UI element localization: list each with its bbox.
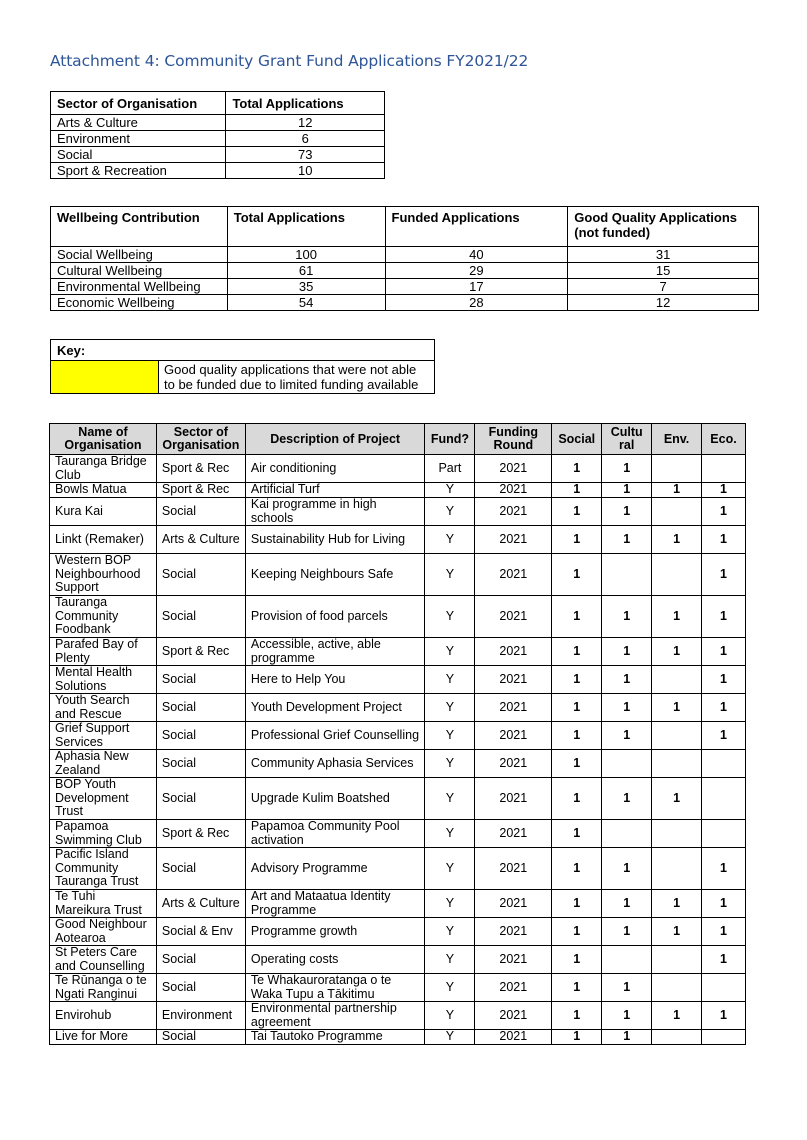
- table-cell: Part: [425, 455, 475, 483]
- table-cell: 1: [702, 666, 746, 694]
- table-cell: 1: [702, 694, 746, 722]
- table-cell: Te Rūnanga o te Ngati Ranginui: [50, 974, 157, 1002]
- table-cell: 1: [702, 554, 746, 596]
- table-row: [51, 131, 385, 147]
- table-cell: 1: [602, 1030, 652, 1045]
- table-cell: Upgrade Kulim Boatshed: [245, 778, 425, 820]
- table-cell: 1: [702, 638, 746, 666]
- table-cell: Environment: [156, 1002, 245, 1030]
- table-cell: 1: [602, 722, 652, 750]
- table-cell: 1: [602, 498, 652, 526]
- table-cell: 1: [652, 890, 702, 918]
- table-cell: Social: [156, 946, 245, 974]
- table-cell: 1: [602, 455, 652, 483]
- table-cell: 1: [552, 890, 602, 918]
- table-cell: [602, 820, 652, 848]
- table-cell: 2021: [475, 946, 552, 974]
- table-row: [50, 554, 746, 596]
- table-cell: Social: [156, 722, 245, 750]
- table-cell: [602, 946, 652, 974]
- table-cell: Tauranga Bridge Club: [50, 455, 157, 483]
- column-header: Env.: [652, 424, 702, 455]
- table-cell: 2021: [475, 455, 552, 483]
- table-cell: 54: [227, 295, 385, 311]
- column-header: Sector of Organisation: [156, 424, 245, 455]
- table-cell: 1: [702, 890, 746, 918]
- table-cell: Te Whakauroratanga o te Waka Tupu a Tākitimu: [245, 974, 425, 1002]
- table-cell: 2021: [475, 498, 552, 526]
- wellbeing-table: [50, 206, 759, 311]
- table-cell: Advisory Programme: [245, 848, 425, 890]
- table-cell: [602, 554, 652, 596]
- table-cell: St Peters Care and Counselling: [50, 946, 157, 974]
- table-row: [50, 946, 746, 974]
- table-cell: 1: [552, 455, 602, 483]
- table-cell: 2021: [475, 918, 552, 946]
- table-cell: Sport & Rec: [156, 455, 245, 483]
- table-cell: 1: [702, 722, 746, 750]
- table-row: [50, 694, 746, 722]
- table-cell: Social: [156, 498, 245, 526]
- table-cell: 2021: [475, 1030, 552, 1045]
- table-cell: 12: [226, 115, 385, 131]
- table-cell: 1: [652, 596, 702, 638]
- table-cell: 1: [602, 694, 652, 722]
- table-row: [50, 455, 746, 483]
- table-cell: Sport & Rec: [156, 820, 245, 848]
- table-cell: 1: [702, 918, 746, 946]
- table-row: [51, 295, 759, 311]
- table-cell: 2021: [475, 1002, 552, 1030]
- table-cell: [652, 498, 702, 526]
- table-cell: Te Tuhi Mareikura Trust: [50, 890, 157, 918]
- table-cell: Y: [425, 483, 475, 498]
- table-cell: Aphasia New Zealand: [50, 750, 157, 778]
- table-cell: 2021: [475, 666, 552, 694]
- column-header: Name of Organisation: [50, 424, 157, 455]
- table-cell: 1: [552, 638, 602, 666]
- column-header: Description of Project: [245, 424, 425, 455]
- table-cell: [652, 820, 702, 848]
- table-cell: Arts & Culture: [156, 890, 245, 918]
- table-cell: [602, 750, 652, 778]
- table-cell: Social: [156, 554, 245, 596]
- table-cell: [652, 974, 702, 1002]
- table-cell: Social: [156, 848, 245, 890]
- column-header: Funding Round: [475, 424, 552, 455]
- table-cell: 1: [552, 526, 602, 554]
- table-cell: 1: [702, 946, 746, 974]
- table-cell: Social: [156, 1030, 245, 1045]
- table-cell: Artificial Turf: [245, 483, 425, 498]
- column-header: Wellbeing Contribution: [51, 207, 228, 247]
- table-cell: Envirohub: [50, 1002, 157, 1030]
- table-cell: 1: [602, 596, 652, 638]
- table-cell: 100: [227, 247, 385, 263]
- table-cell: 10: [226, 163, 385, 179]
- table-cell: Sport & Rec: [156, 638, 245, 666]
- table-cell: 1: [652, 483, 702, 498]
- table-cell: 1: [552, 750, 602, 778]
- table-cell: 1: [552, 946, 602, 974]
- table-cell: Good Neighbour Aotearoa: [50, 918, 157, 946]
- table-cell: Provision of food parcels: [245, 596, 425, 638]
- table-row: [50, 750, 746, 778]
- table-row: [50, 820, 746, 848]
- table-cell: 2021: [475, 974, 552, 1002]
- table-cell: 1: [602, 1002, 652, 1030]
- table-cell: 1: [552, 778, 602, 820]
- table-cell: Air conditioning: [245, 455, 425, 483]
- key-description: Good quality applications that were not able to be funded due to limited funding available: [159, 361, 435, 394]
- table-cell: 7: [568, 279, 759, 295]
- table-row: [50, 483, 746, 498]
- table-cell: Y: [425, 554, 475, 596]
- sector-table: [50, 91, 385, 179]
- table-cell: 1: [652, 638, 702, 666]
- table-cell: Social: [156, 750, 245, 778]
- table-row: [51, 115, 385, 131]
- table-cell: Here to Help You: [245, 666, 425, 694]
- table-cell: Social: [156, 694, 245, 722]
- table-cell: Youth Search and Rescue: [50, 694, 157, 722]
- table-cell: Mental Health Solutions: [50, 666, 157, 694]
- table-cell: [702, 1030, 746, 1045]
- table-cell: 2021: [475, 638, 552, 666]
- table-cell: Live for More: [50, 1030, 157, 1045]
- table-cell: 2021: [475, 483, 552, 498]
- table-cell: Y: [425, 526, 475, 554]
- table-row: [51, 279, 759, 295]
- table-cell: 1: [552, 848, 602, 890]
- table-row: [50, 1002, 746, 1030]
- table-cell: 2021: [475, 554, 552, 596]
- table-cell: [652, 848, 702, 890]
- table-cell: Y: [425, 722, 475, 750]
- table-row: [50, 1030, 746, 1045]
- table-row: [51, 263, 759, 279]
- table-cell: 1: [602, 848, 652, 890]
- table-cell: 1: [552, 1030, 602, 1045]
- key-table: [50, 339, 435, 394]
- column-header: Social: [552, 424, 602, 455]
- table-cell: Pacific Island Community Tauranga Trust: [50, 848, 157, 890]
- applications-table: [49, 423, 746, 1045]
- table-cell: Economic Wellbeing: [51, 295, 228, 311]
- table-cell: 1: [552, 820, 602, 848]
- table-cell: 1: [552, 722, 602, 750]
- table-cell: Western BOP Neighbourhood Support: [50, 554, 157, 596]
- table-cell: 1: [652, 918, 702, 946]
- table-cell: [702, 750, 746, 778]
- table-cell: Community Aphasia Services: [245, 750, 425, 778]
- table-row: [50, 526, 746, 554]
- table-cell: Kura Kai: [50, 498, 157, 526]
- table-cell: [652, 722, 702, 750]
- table-cell: 1: [702, 848, 746, 890]
- table-cell: Environment: [51, 131, 226, 147]
- table-cell: 2021: [475, 722, 552, 750]
- table-cell: 1: [702, 1002, 746, 1030]
- key-swatch: [51, 361, 159, 394]
- table-cell: 1: [552, 918, 602, 946]
- table-cell: Y: [425, 1002, 475, 1030]
- table-cell: 17: [385, 279, 568, 295]
- table-row: [50, 666, 746, 694]
- table-cell: Y: [425, 946, 475, 974]
- table-cell: 28: [385, 295, 568, 311]
- table-cell: Y: [425, 820, 475, 848]
- table-cell: 12: [568, 295, 759, 311]
- table-cell: Social Wellbeing: [51, 247, 228, 263]
- table-cell: Kai programme in high schools: [245, 498, 425, 526]
- table-cell: 1: [602, 974, 652, 1002]
- column-header: Sector of Organisation: [51, 92, 226, 115]
- table-cell: 1: [552, 483, 602, 498]
- table-cell: [702, 778, 746, 820]
- table-cell: Y: [425, 638, 475, 666]
- table-cell: Keeping Neighbours Safe: [245, 554, 425, 596]
- table-cell: 1: [552, 974, 602, 1002]
- table-cell: 2021: [475, 778, 552, 820]
- table-cell: Y: [425, 974, 475, 1002]
- table-cell: [652, 455, 702, 483]
- column-header: Fund?: [425, 424, 475, 455]
- table-cell: Operating costs: [245, 946, 425, 974]
- table-cell: 15: [568, 263, 759, 279]
- table-cell: Social: [156, 974, 245, 1002]
- table-cell: [652, 750, 702, 778]
- table-row: [51, 163, 385, 179]
- table-row: [50, 638, 746, 666]
- table-cell: [652, 1030, 702, 1045]
- table-cell: Y: [425, 750, 475, 778]
- table-cell: Tai Tautoko Programme: [245, 1030, 425, 1045]
- table-cell: Y: [425, 498, 475, 526]
- column-header: Total Applications: [226, 92, 385, 115]
- table-cell: 1: [602, 890, 652, 918]
- column-header: Good Quality Applications (not funded): [568, 207, 759, 247]
- table-cell: Sport & Rec: [156, 483, 245, 498]
- table-cell: [702, 820, 746, 848]
- column-header: Total Applications: [227, 207, 385, 247]
- table-cell: 2021: [475, 890, 552, 918]
- table-cell: Accessible, active, able programme: [245, 638, 425, 666]
- table-cell: 1: [652, 526, 702, 554]
- table-cell: Social: [51, 147, 226, 163]
- table-cell: 35: [227, 279, 385, 295]
- table-cell: [652, 554, 702, 596]
- table-cell: Sport & Recreation: [51, 163, 226, 179]
- table-cell: 1: [702, 498, 746, 526]
- table-cell: Y: [425, 1030, 475, 1045]
- table-cell: [652, 666, 702, 694]
- table-cell: 1: [702, 526, 746, 554]
- table-cell: Y: [425, 778, 475, 820]
- table-cell: 40: [385, 247, 568, 263]
- table-row: [50, 596, 746, 638]
- table-cell: Programme growth: [245, 918, 425, 946]
- table-cell: 1: [552, 554, 602, 596]
- table-cell: Social & Env: [156, 918, 245, 946]
- table-cell: Papamoa Swimming Club: [50, 820, 157, 848]
- table-cell: Y: [425, 694, 475, 722]
- table-cell: Arts & Culture: [156, 526, 245, 554]
- table-row: [50, 918, 746, 946]
- table-cell: 1: [602, 666, 652, 694]
- table-header-row: [51, 207, 759, 247]
- table-cell: 1: [702, 483, 746, 498]
- table-row: [50, 722, 746, 750]
- table-cell: 1: [652, 694, 702, 722]
- table-cell: Papamoa Community Pool activation: [245, 820, 425, 848]
- table-cell: Tauranga Community Foodbank: [50, 596, 157, 638]
- key-title: Key:: [51, 340, 435, 361]
- table-cell: 1: [552, 694, 602, 722]
- table-cell: [652, 946, 702, 974]
- table-cell: 1: [602, 526, 652, 554]
- table-cell: 61: [227, 263, 385, 279]
- table-cell: 1: [552, 596, 602, 638]
- table-cell: Y: [425, 596, 475, 638]
- page-title: Attachment 4: Community Grant Fund Applications FY2021/22: [50, 52, 529, 70]
- table-cell: 1: [552, 1002, 602, 1030]
- table-cell: 1: [602, 483, 652, 498]
- table-cell: Environmental partnership agreement: [245, 1002, 425, 1030]
- table-cell: Parafed Bay of Plenty: [50, 638, 157, 666]
- table-cell: Social: [156, 778, 245, 820]
- table-cell: Professional Grief Counselling: [245, 722, 425, 750]
- table-cell: Cultural Wellbeing: [51, 263, 228, 279]
- table-header-row: [51, 92, 385, 115]
- table-cell: 2021: [475, 848, 552, 890]
- table-cell: Environmental Wellbeing: [51, 279, 228, 295]
- table-row: [50, 890, 746, 918]
- column-header: Funded Applications: [385, 207, 568, 247]
- table-cell: 6: [226, 131, 385, 147]
- table-cell: Youth Development Project: [245, 694, 425, 722]
- table-cell: Sustainability Hub for Living: [245, 526, 425, 554]
- table-row: [50, 974, 746, 1002]
- table-cell: Social: [156, 666, 245, 694]
- table-row: [51, 247, 759, 263]
- table-row: [50, 848, 746, 890]
- table-cell: 1: [602, 778, 652, 820]
- table-cell: 1: [552, 498, 602, 526]
- column-header: Cultu ral: [602, 424, 652, 455]
- table-cell: 2021: [475, 694, 552, 722]
- table-cell: Linkt (Remaker): [50, 526, 157, 554]
- table-cell: 29: [385, 263, 568, 279]
- table-cell: 2021: [475, 820, 552, 848]
- table-cell: Art and Mataatua Identity Programme: [245, 890, 425, 918]
- table-row: [50, 498, 746, 526]
- column-header: Eco.: [702, 424, 746, 455]
- table-cell: Y: [425, 666, 475, 694]
- table-cell: Y: [425, 890, 475, 918]
- table-cell: BOP Youth Development Trust: [50, 778, 157, 820]
- table-cell: [702, 974, 746, 1002]
- table-header-row: [50, 424, 746, 455]
- table-cell: 1: [652, 778, 702, 820]
- table-cell: 1: [652, 1002, 702, 1030]
- table-cell: 73: [226, 147, 385, 163]
- table-cell: Y: [425, 848, 475, 890]
- table-cell: 2021: [475, 526, 552, 554]
- table-cell: 1: [552, 666, 602, 694]
- table-cell: 1: [702, 596, 746, 638]
- table-cell: 1: [602, 638, 652, 666]
- table-cell: [702, 455, 746, 483]
- table-cell: Grief Support Services: [50, 722, 157, 750]
- table-cell: Social: [156, 596, 245, 638]
- table-row: [50, 778, 746, 820]
- table-cell: 1: [602, 918, 652, 946]
- table-cell: 31: [568, 247, 759, 263]
- table-row: [51, 147, 385, 163]
- table-cell: Y: [425, 918, 475, 946]
- table-cell: Bowls Matua: [50, 483, 157, 498]
- table-cell: 2021: [475, 596, 552, 638]
- table-cell: 2021: [475, 750, 552, 778]
- table-cell: Arts & Culture: [51, 115, 226, 131]
